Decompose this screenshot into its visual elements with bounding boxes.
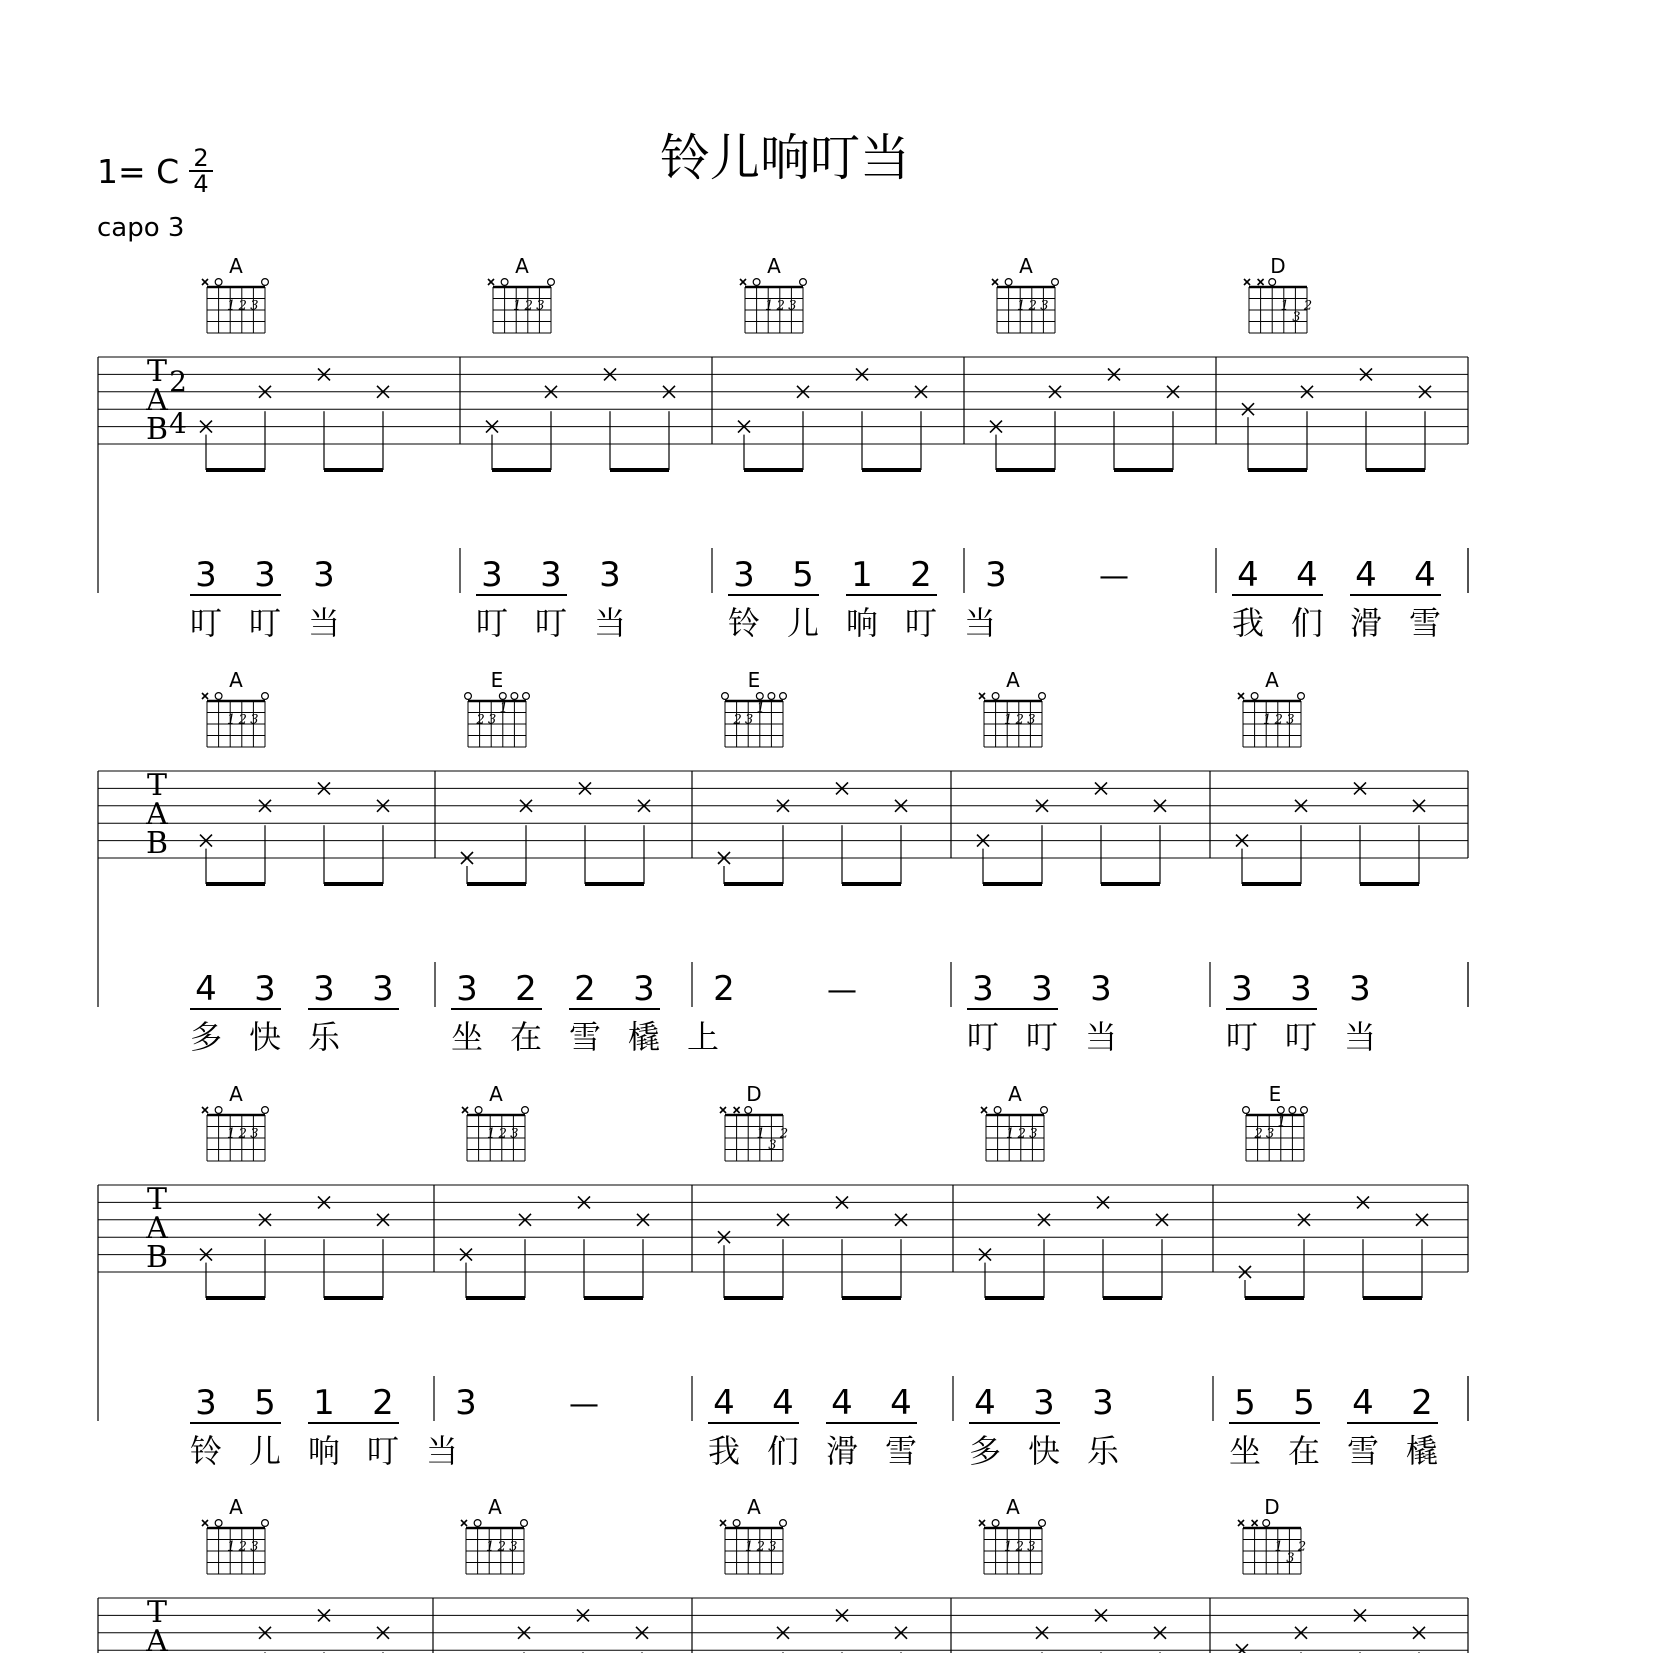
lyric-char: 当 xyxy=(425,1432,459,1470)
lyric-char: 雪 xyxy=(1346,1432,1380,1470)
finger-number: 3 xyxy=(510,1126,519,1142)
jianpu-note: 5 xyxy=(254,1383,276,1423)
open-string-icon xyxy=(1251,693,1258,700)
lyric-char: 雪 xyxy=(884,1432,918,1470)
sustain-dash: — xyxy=(569,1387,599,1422)
jianpu-note: 3 xyxy=(313,555,335,595)
finger-number: 2 xyxy=(779,1126,789,1142)
measure xyxy=(1226,668,1425,1056)
lyric-char: 叮 xyxy=(966,1018,1000,1056)
jianpu-note: 3 xyxy=(633,969,655,1009)
measure xyxy=(985,254,1179,595)
finger-number: 2 xyxy=(524,298,533,314)
open-string-icon xyxy=(215,279,222,286)
finger-number: 3 xyxy=(250,712,259,728)
title: 铃儿响叮当 xyxy=(660,129,910,187)
lyric-char: 们 xyxy=(1290,604,1324,642)
finger-number: 1 xyxy=(1006,1126,1015,1142)
lyric-char: 乐 xyxy=(307,1018,341,1056)
sustain-dash: — xyxy=(827,973,857,1008)
open-string-icon xyxy=(1041,1107,1048,1114)
finger-number: 1 xyxy=(486,1539,495,1555)
open-string-icon xyxy=(262,1520,269,1527)
lyric-char: 橇 xyxy=(1405,1432,1439,1470)
lyric-char: 叮 xyxy=(189,604,223,642)
chord-name: A xyxy=(229,668,243,692)
finger-number: 3 xyxy=(509,1539,518,1555)
lyric-char: 快 xyxy=(248,1018,282,1056)
measure xyxy=(451,668,719,1056)
lyric-char: 响 xyxy=(845,604,879,642)
measure xyxy=(718,1495,907,1653)
finger-number: 1 xyxy=(1017,298,1026,314)
open-string-icon xyxy=(215,1107,222,1114)
finger-number: 3 xyxy=(745,712,754,728)
open-string-icon xyxy=(521,1520,528,1527)
measure xyxy=(977,1495,1166,1653)
finger-number: 3 xyxy=(1286,712,1295,728)
tab-clef-letter: T xyxy=(146,1182,168,1217)
lyric-char: 橇 xyxy=(627,1018,661,1056)
lyric-char: 铃 xyxy=(727,604,761,642)
open-string-icon xyxy=(475,1107,482,1114)
lyric-char: 们 xyxy=(766,1432,800,1470)
finger-number: 1 xyxy=(227,712,236,728)
lyric-char: 多 xyxy=(189,1018,223,1056)
jianpu-note: 3 xyxy=(456,969,478,1009)
finger-number: 2 xyxy=(238,1126,247,1142)
finger-number: 2 xyxy=(776,298,785,314)
key-signature: 1= C xyxy=(97,152,180,191)
open-string-icon xyxy=(780,1520,787,1527)
finger-number: 3 xyxy=(1027,1539,1036,1555)
finger-number: 1 xyxy=(765,298,774,314)
finger-number: 3 xyxy=(488,712,497,728)
jianpu-note: 3 xyxy=(372,969,394,1009)
jianpu-note: 5 xyxy=(1234,1383,1256,1423)
jianpu-note: 3 xyxy=(1092,1383,1114,1423)
finger-number: 2 xyxy=(1015,712,1024,728)
jianpu-note: 3 xyxy=(540,555,562,595)
open-string-icon xyxy=(215,1520,222,1527)
finger-number: 3 xyxy=(250,1539,259,1555)
tab-clef-letter: T xyxy=(146,354,168,389)
lyric-char: 当 xyxy=(307,604,341,642)
open-string-icon xyxy=(499,693,506,700)
lyric-char: 儿 xyxy=(248,1432,282,1470)
open-string-icon xyxy=(1052,279,1059,286)
jianpu-note: 2 xyxy=(1411,1383,1433,1423)
measure xyxy=(1232,254,1441,642)
jianpu-note: 2 xyxy=(713,969,735,1009)
lyric-char: 坐 xyxy=(450,1018,484,1056)
tab-clef-letter: B xyxy=(145,826,169,861)
chord-name: D xyxy=(1264,1495,1280,1519)
tab-system xyxy=(98,1495,1468,1653)
lyric-char: 雪 xyxy=(568,1018,602,1056)
measure xyxy=(190,1082,458,1470)
measure xyxy=(708,1082,917,1470)
measure xyxy=(1236,1495,1425,1653)
jianpu-note: 4 xyxy=(772,1383,794,1423)
chord-name: A xyxy=(1006,668,1020,692)
finger-number: 3 xyxy=(1040,298,1049,314)
finger-number: 2 xyxy=(733,712,742,728)
finger-number: 2 xyxy=(498,1126,507,1142)
jianpu-note: 4 xyxy=(1352,1383,1374,1423)
tab-clef-letter: T xyxy=(146,1595,168,1630)
finger-number: 2 xyxy=(1254,1126,1263,1142)
measure xyxy=(459,1495,648,1653)
lyric-char: 当 xyxy=(963,604,997,642)
capo: capo 3 xyxy=(97,213,185,243)
lyric-char: 上 xyxy=(686,1018,720,1056)
lyric-char: 多 xyxy=(968,1432,1002,1470)
chord-name: A xyxy=(489,1082,503,1106)
open-string-icon xyxy=(800,279,807,286)
open-string-icon xyxy=(215,693,222,700)
chord-name: A xyxy=(229,1082,243,1106)
open-string-icon xyxy=(1243,1107,1250,1114)
jianpu-note: 4 xyxy=(831,1383,853,1423)
jianpu-note: 3 xyxy=(313,969,335,1009)
lyric-char: 乐 xyxy=(1086,1432,1120,1470)
finger-number: 2 xyxy=(1028,298,1037,314)
tab-system xyxy=(98,668,1468,1056)
lyric-char: 叮 xyxy=(1225,1018,1259,1056)
lyric-char: 叮 xyxy=(1284,1018,1318,1056)
lyric-char: 在 xyxy=(509,1018,543,1056)
jianpu-note: 4 xyxy=(1237,555,1259,595)
finger-number: 1 xyxy=(499,700,508,716)
tab-clef-letter: T xyxy=(146,768,168,803)
jianpu-note: 3 xyxy=(455,1383,477,1423)
jianpu-note: 4 xyxy=(890,1383,912,1423)
tab-clef-letter: A xyxy=(146,1211,168,1246)
measure xyxy=(713,668,907,1009)
measure xyxy=(969,1082,1168,1470)
measure xyxy=(190,668,399,1056)
finger-number: 3 xyxy=(1029,1126,1038,1142)
jianpu-note: 5 xyxy=(792,555,814,595)
lyric-char: 坐 xyxy=(1228,1432,1262,1470)
finger-number: 1 xyxy=(756,700,765,716)
jianpu-note: 1 xyxy=(851,555,873,595)
chord-name: A xyxy=(1008,1082,1022,1106)
tab-clef-letter: A xyxy=(146,1624,168,1653)
open-string-icon xyxy=(753,279,760,286)
jianpu-note: 3 xyxy=(1031,969,1053,1009)
open-string-icon xyxy=(523,693,530,700)
chord-name: A xyxy=(747,1495,761,1519)
finger-number: 2 xyxy=(1274,712,1283,728)
tab-clef-letter: A xyxy=(146,383,168,418)
lyric-char: 在 xyxy=(1287,1432,1321,1470)
open-string-icon xyxy=(1277,1107,1284,1114)
lyric-char: 滑 xyxy=(825,1432,859,1470)
lyric-char: 我 xyxy=(707,1432,741,1470)
chord-name: A xyxy=(1006,1495,1020,1519)
finger-number: 2 xyxy=(1297,1539,1307,1555)
finger-number: 1 xyxy=(1274,1539,1283,1555)
lyric-char: 快 xyxy=(1027,1432,1061,1470)
lyric-char: 叮 xyxy=(366,1432,400,1470)
chord-name: A xyxy=(229,254,243,278)
jianpu-note: 2 xyxy=(372,1383,394,1423)
finger-number: 2 xyxy=(476,712,485,728)
jianpu-note: 4 xyxy=(1414,555,1436,595)
finger-number: 3 xyxy=(250,298,259,314)
finger-number: 1 xyxy=(1277,1114,1286,1130)
measure xyxy=(476,254,675,642)
jianpu-note: 1 xyxy=(313,1383,335,1423)
finger-number: 3 xyxy=(1286,1550,1295,1566)
jianpu-note: 3 xyxy=(1290,969,1312,1009)
measure xyxy=(1229,1082,1438,1470)
chord-name: E xyxy=(1268,1082,1282,1106)
measure xyxy=(190,254,389,642)
tab-clef-letter: B xyxy=(145,1240,169,1275)
lyric-char: 叮 xyxy=(475,604,509,642)
finger-number: 1 xyxy=(227,1126,236,1142)
jianpu-note: 5 xyxy=(1293,1383,1315,1423)
tab-time-signature-bottom: 4 xyxy=(169,407,187,440)
open-string-icon xyxy=(768,693,775,700)
measure xyxy=(728,254,996,642)
lyric-char: 叮 xyxy=(1025,1018,1059,1056)
open-string-icon xyxy=(745,1107,752,1114)
finger-number: 1 xyxy=(756,1126,765,1142)
chord-name: D xyxy=(1270,254,1286,278)
open-string-icon xyxy=(1298,693,1305,700)
jianpu-note: 3 xyxy=(195,555,217,595)
measure xyxy=(200,1495,389,1653)
chord-name: A xyxy=(229,1495,243,1519)
jianpu-note: 4 xyxy=(195,969,217,1009)
open-string-icon xyxy=(511,693,518,700)
open-string-icon xyxy=(722,693,729,700)
tab-systems xyxy=(98,254,1468,1653)
measure xyxy=(967,668,1166,1056)
lyric-char: 铃 xyxy=(189,1432,223,1470)
open-string-icon xyxy=(992,1520,999,1527)
open-string-icon xyxy=(1269,279,1276,286)
lyric-char: 我 xyxy=(1231,604,1265,642)
finger-number: 2 xyxy=(756,1539,765,1555)
jianpu-note: 2 xyxy=(515,969,537,1009)
finger-number: 1 xyxy=(1263,712,1272,728)
chord-name: A xyxy=(1265,668,1279,692)
finger-number: 2 xyxy=(238,298,247,314)
finger-number: 2 xyxy=(1017,1126,1026,1142)
lyric-char: 儿 xyxy=(786,604,820,642)
finger-number: 2 xyxy=(497,1539,506,1555)
open-string-icon xyxy=(1005,279,1012,286)
finger-number: 3 xyxy=(1027,712,1036,728)
finger-number: 1 xyxy=(1004,1539,1013,1555)
finger-number: 3 xyxy=(768,1539,777,1555)
jianpu-note: 3 xyxy=(1090,969,1112,1009)
open-string-icon xyxy=(1289,1107,1296,1114)
tab-system xyxy=(98,254,1468,642)
jianpu-note: 3 xyxy=(1231,969,1253,1009)
measure xyxy=(455,1082,649,1423)
finger-number: 1 xyxy=(745,1539,754,1555)
lyric-char: 雪 xyxy=(1408,604,1442,642)
sustain-dash: — xyxy=(1099,559,1129,594)
open-string-icon xyxy=(548,279,555,286)
lyric-char: 叮 xyxy=(248,604,282,642)
jianpu-note: 2 xyxy=(574,969,596,1009)
time-signature-top: 2 xyxy=(193,144,209,172)
lyric-char: 滑 xyxy=(1349,604,1383,642)
finger-number: 2 xyxy=(1015,1539,1024,1555)
finger-number: 2 xyxy=(1303,298,1313,314)
chord-name: E xyxy=(490,668,504,692)
finger-number: 3 xyxy=(768,1137,777,1153)
jianpu-note: 3 xyxy=(972,969,994,1009)
finger-number: 1 xyxy=(1004,712,1013,728)
open-string-icon xyxy=(1263,1520,1270,1527)
jianpu-note: 3 xyxy=(1033,1383,1055,1423)
lyric-char: 响 xyxy=(307,1432,341,1470)
jianpu-note: 4 xyxy=(1296,555,1318,595)
open-string-icon xyxy=(501,279,508,286)
tab-system xyxy=(98,1082,1468,1470)
finger-number: 3 xyxy=(788,298,797,314)
finger-number: 2 xyxy=(238,712,247,728)
jianpu-note: 3 xyxy=(195,1383,217,1423)
open-string-icon xyxy=(733,1520,740,1527)
jianpu-note: 2 xyxy=(910,555,932,595)
finger-number: 1 xyxy=(227,1539,236,1555)
open-string-icon xyxy=(992,693,999,700)
open-string-icon xyxy=(780,693,787,700)
chord-name: A xyxy=(1019,254,1033,278)
jianpu-note: 3 xyxy=(733,555,755,595)
chord-name: A xyxy=(488,1495,502,1519)
jianpu-note: 3 xyxy=(985,555,1007,595)
open-string-icon xyxy=(1039,693,1046,700)
jianpu-note: 4 xyxy=(974,1383,996,1423)
jianpu-note: 4 xyxy=(713,1383,735,1423)
tab-clef-letter: B xyxy=(145,412,169,447)
lyric-char: 当 xyxy=(1343,1018,1377,1056)
finger-number: 3 xyxy=(1292,309,1301,325)
time-signature-bottom: 4 xyxy=(193,170,209,198)
jianpu-note: 4 xyxy=(1355,555,1377,595)
chord-name: A xyxy=(515,254,529,278)
lyric-char: 当 xyxy=(593,604,627,642)
chord-name: D xyxy=(746,1082,762,1106)
open-string-icon xyxy=(756,693,763,700)
jianpu-note: 3 xyxy=(481,555,503,595)
finger-number: 3 xyxy=(536,298,545,314)
open-string-icon xyxy=(522,1107,529,1114)
finger-number: 1 xyxy=(487,1126,496,1142)
lyric-char: 叮 xyxy=(904,604,938,642)
finger-number: 3 xyxy=(1266,1126,1275,1142)
finger-number: 1 xyxy=(513,298,522,314)
finger-number: 1 xyxy=(1280,298,1289,314)
open-string-icon xyxy=(465,693,472,700)
tab-time-signature-top: 2 xyxy=(169,365,187,398)
jianpu-note: 3 xyxy=(254,969,276,1009)
lyric-char: 当 xyxy=(1084,1018,1118,1056)
chord-name: E xyxy=(747,668,761,692)
open-string-icon xyxy=(262,1107,269,1114)
open-string-icon xyxy=(262,279,269,286)
jianpu-note: 3 xyxy=(254,555,276,595)
open-string-icon xyxy=(1301,1107,1308,1114)
open-string-icon xyxy=(994,1107,1001,1114)
open-string-icon xyxy=(474,1520,481,1527)
finger-number: 2 xyxy=(238,1539,247,1555)
jianpu-note: 3 xyxy=(599,555,621,595)
finger-number: 1 xyxy=(227,298,236,314)
jianpu-note: 3 xyxy=(1349,969,1371,1009)
open-string-icon xyxy=(262,693,269,700)
finger-number: 3 xyxy=(250,1126,259,1142)
lyric-char: 叮 xyxy=(534,604,568,642)
open-string-icon xyxy=(1039,1520,1046,1527)
tab-clef-letter: A xyxy=(146,797,168,832)
chord-name: A xyxy=(767,254,781,278)
